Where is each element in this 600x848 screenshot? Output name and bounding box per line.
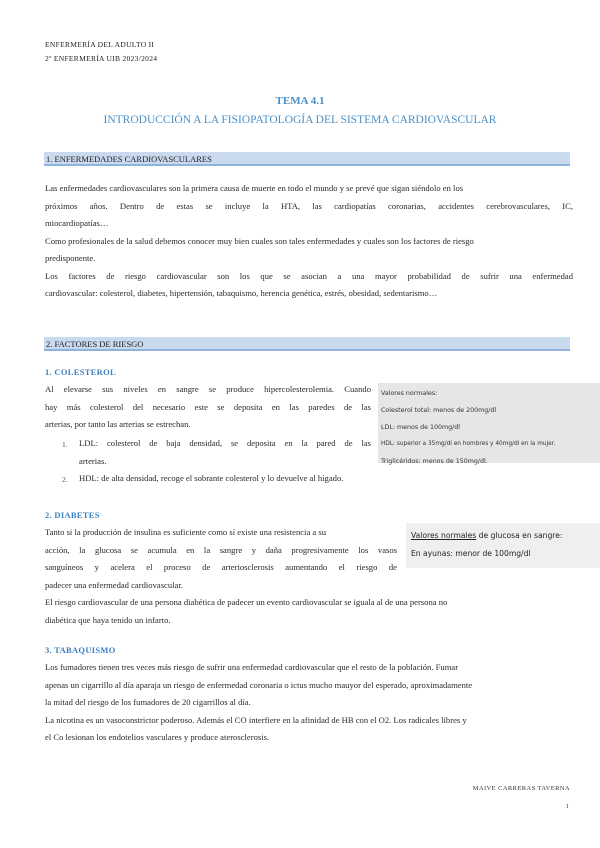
text-line: predisponente.	[45, 253, 96, 263]
colesterol-paragraph	[45, 381, 371, 434]
diabetes-paragraph	[45, 524, 397, 594]
box-line-ldl: LDL: menos de 100mg/dl	[381, 424, 461, 431]
tabaquismo-paragraph	[45, 659, 573, 747]
box-title	[411, 527, 596, 545]
text-line: Al elevarse sus niveles en sangre se produce hipercolesterolemia. Cuando	[45, 384, 371, 394]
colesterol-normal-values-box	[378, 383, 600, 463]
glucose-normal-values-box	[406, 523, 600, 568]
text-line: Como profesionales de la salud debemos conocer muy bien cuales son tales enfermedades y cuales son los factores de riesgo	[45, 235, 474, 246]
text-line: arterias, por tanto las arterias se estrechan.	[45, 419, 191, 429]
list-number: 2.	[62, 475, 68, 484]
box-title-underlined: Valores normales	[411, 531, 477, 540]
box-line-hdl: HDL: superior a 35mg/dl en hombres y 40mg/dl en la mujer.	[381, 441, 556, 447]
course-name: ENFERMERÍA DEL ADULTO II	[45, 40, 155, 49]
box-line-trigliceridos: Triglicéridos: menos de 150mg/dl.	[381, 458, 488, 465]
section1-paragraph-1	[45, 180, 573, 303]
box-line-total: Colesterol total: menos de 200mg/dl	[381, 407, 497, 414]
subheading-tabaquismo: 3. TABAQUISMO	[45, 645, 116, 655]
text-line: cardiovascular: colesterol, diabetes, hipertensión, tabaquismo, herencia genética, estrés, obesidad, sedentarismo…	[45, 288, 438, 298]
section-heading-enfermedades: 1. ENFERMEDADES CARDIOVASCULARES	[44, 152, 570, 166]
section-heading-factores: 2. FACTORES DE RIESGO	[44, 337, 570, 351]
text-line: hay más colesterol del necesario este se deposita en las paredes de las	[45, 401, 371, 412]
topic-title: TEMA 4.1	[275, 95, 325, 107]
text-line: Tanto si la producción de insulina es suficiente como sí existe una resistencia a su	[45, 527, 327, 537]
text-line: diabética que haya tenido un infarto.	[45, 614, 171, 625]
text-line: la mitad del riesgo de los fumadores de 20 cigarrillos al día.	[45, 697, 251, 707]
box-title-rest: de glucosa en sangre:	[476, 531, 563, 540]
list-number: 1.	[62, 440, 68, 449]
subheading-diabetes: 2. DIABETES	[45, 510, 100, 520]
text-line: Los factores de riesgo cardiovascular son los que se asocian a una mayor probabilidad de sufrir una enfermedad	[45, 270, 573, 281]
topic-subtitle: INTRODUCCIÓN A LA FISIOPATOLOGÍA DEL SISTEMA CARDIOVASCULAR	[103, 114, 497, 126]
author-footer: MAIVE CARRERAS TAVERNA	[472, 785, 570, 792]
list-item-ldl	[79, 435, 371, 470]
text-line: apenas un cigarrillo al día aparaja un riesgo de enfermedad coronaria o ictus mucho mauyor del esperado, aproximadamente	[45, 679, 473, 690]
text-line: LDL: colesterol de baja densidad, se deposita en la pared de las	[79, 438, 371, 448]
text-line: Los fumadores tienen tres veces más riesgo de sufrir una enfermedad cardiovascular que el resto de la población. Fumar	[45, 662, 459, 672]
diabetes-paragraph-2	[45, 594, 573, 629]
text-line: sanguíneos y acelera el proceso de arteriosclerosis aumentando el riesgo de	[45, 562, 397, 572]
text-line: próximos años. Dentro de estas se incluye la HTA, las cardiopatías coronarias, accidentes cerebrovasculares, IC,	[45, 200, 573, 211]
text-line: Las enfermedades cardiovasculares son la primera causa de muerte en todo el mundo y se prevé que sigan siéndolo en los	[45, 183, 464, 193]
box-title: Valores normales:	[381, 390, 438, 397]
text-line: La nicotina es un vasoconstrictor poderoso. Además el CO interfiere en la afinidad de HB con el O2. Los radicales libres y	[45, 714, 467, 725]
list-item-hdl: HDL: de alta densidad, recoge el sobrante colesterol y lo devuelve al hígado.	[79, 473, 344, 483]
text-line: arterias.	[79, 455, 107, 466]
text-line: padecer una enfermedad cardiovascular.	[45, 579, 183, 590]
subheading-colesterol: 1. COLESTEROL	[45, 367, 116, 377]
course-year: 2º ENFERMERÍA UIB 2023/2024	[45, 54, 158, 63]
text-line: el Co lesionan los endotelios vasculares y produce aterosclerosis.	[45, 732, 270, 742]
text-line: El riesgo cardiovascular de una persona diabética de padecer un evento cardiovascular se iguala al de una persona no	[45, 597, 448, 607]
page-number: 1	[565, 803, 569, 810]
text-line: acción, la glucosa se acumula en la sangre y daña progresivamente los vasos	[45, 544, 397, 555]
box-line-ayunas: En ayunas: menor de 100mg/dl	[411, 549, 531, 558]
text-line: miocardiopatías…	[45, 218, 109, 228]
